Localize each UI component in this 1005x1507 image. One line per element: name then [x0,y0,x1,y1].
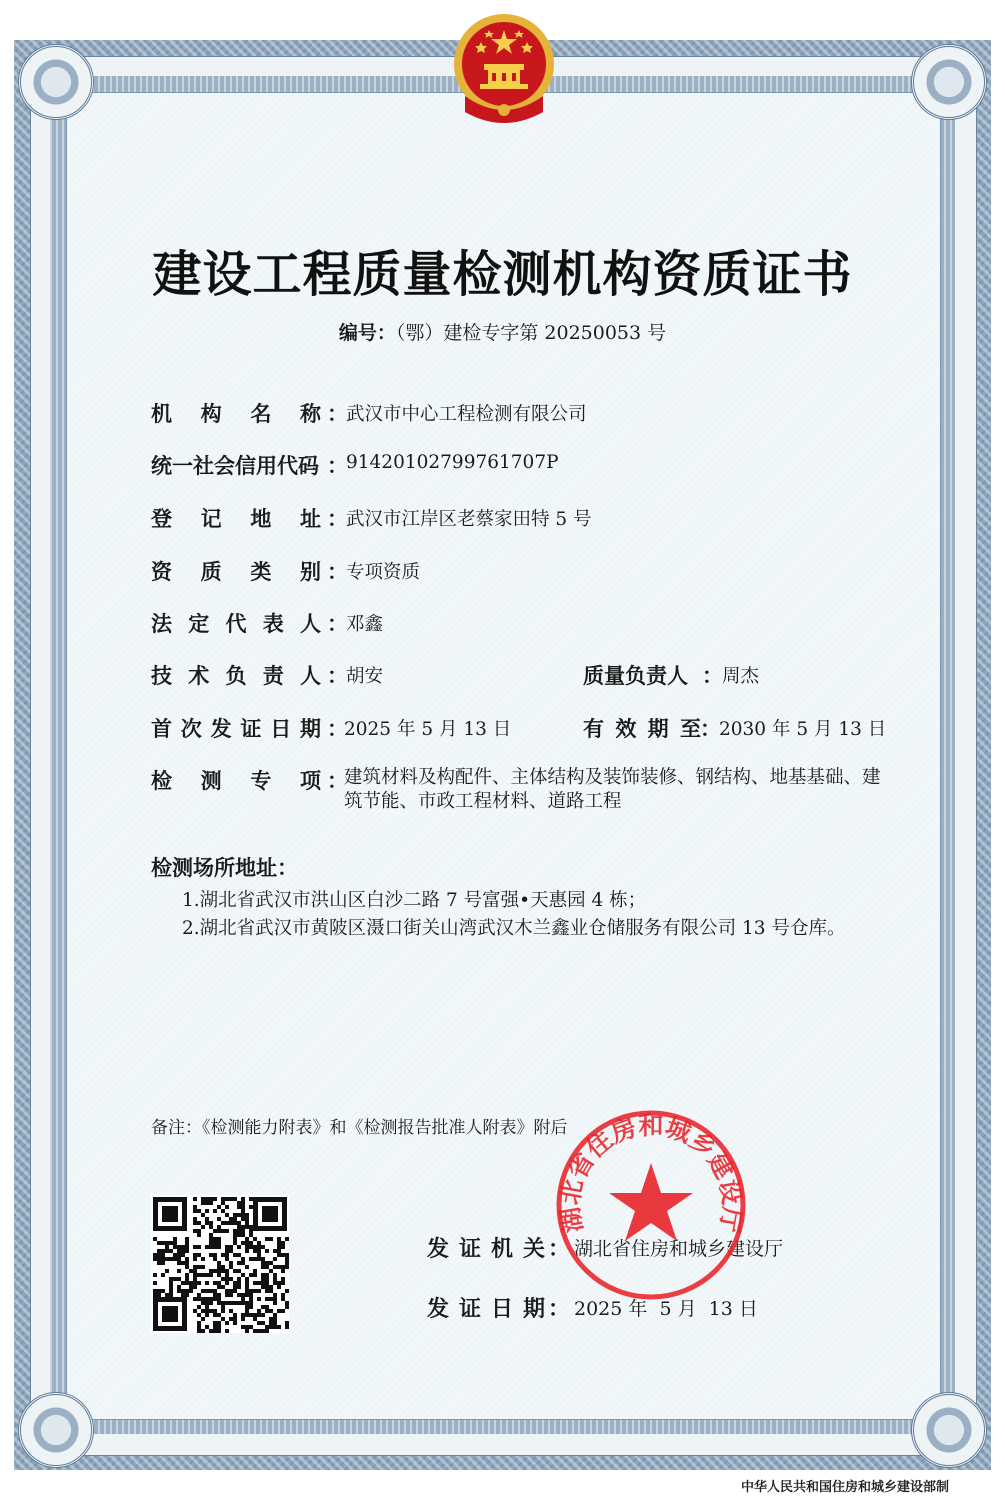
site-item-2: 2.湖北省武汉市黄陂区滠口街关山湾武汉木兰鑫业仓储服务有限公司 13 号仓库。 [182,918,846,939]
first-issue-label: 首 次 发 证 日 期 [151,717,321,741]
quality-lead-value: 周杰 [722,666,760,687]
site-item-1: 1.湖北省武汉市洪山区白沙二路 7 号富强•天惠园 4 栋； [182,890,647,911]
org-name-label: 机 构 名 称 [151,402,321,426]
sites-title: 检测场所地址： [151,856,298,880]
issue-date-value: 2025 年 5 月 13 日 [574,1298,758,1320]
corner-ornament-top-left [18,44,94,120]
footer-text: 中华人民共和国住房和城乡建设部制 [740,1480,949,1495]
qr-code-icon [151,1195,289,1333]
org-name-value: 武汉市中心工程检测有限公司 [346,404,587,425]
address-value: 武汉市江岸区老蔡家田特 5 号 [346,509,592,530]
scope-value: 建筑材料及构配件、主体结构及装饰装修、钢结构、地基基础、建筑节能、市政工程材料、道路工程 [344,767,881,812]
qual-type-label: 资 质 类 别 [151,560,321,584]
qual-type-value: 专项资质 [346,562,421,583]
serial-label: 编号： [338,322,396,344]
scope-label: 检 测 专 项 [151,769,321,793]
credit-code-label: 统一社会信用代码 [151,454,319,478]
serial-value: （鄂）建检专字第 20250053 号 [395,322,667,344]
national-emblem-icon [451,6,557,132]
tech-lead-label: 技 术 负 责 人 [151,664,321,688]
first-issue-value: 2025 年 5 月 13 日 [344,719,512,740]
valid-until-label: 有 效 期 至 [583,717,701,741]
official-seal-icon [551,1105,751,1305]
valid-until-value: 2030 年 5 月 13 日 [719,719,887,740]
certificate-page: 建设工程质量检测机构资质证书 编号：（鄂）建检专字第 20250053 号 机 构 名 称 ： 武汉市中心工程检测有限公司 统一社会信用代码 ： 91420102799761707P 登 记 地 址 ： 武汉市江岸区老蔡家田特 5 号 资 质 类 别 ： 专项资质 法 定 代 表 人 ： 邓鑫 技 术 负 责 人 ： 胡安 质量负责人 ： 周杰 首 次 发 证 日 期 ： 2025 年 5 月 13 日 有 效 期 至 ： 2030 年 5 月 13 日 检 测 专 项 ： 建筑材料及构配件、主体结构及装饰装修、钢结构、地基基础、建筑节能、市政工程材料、道路工程 检测场所地址： 1.湖北省武汉市洪山区白沙二路 7 号富强•天惠园 4 栋； 2.湖北省武汉市黄陂区滠口街关山湾武汉木兰鑫业仓储服务有限公司 13 号仓库。 备注：《检测能力附表》和《检测报告批准人附表》附后 发 证 机 关 ： 湖北省住房和城乡建设厅 发 证 日 期 ： 2025 年 5 月 13 日 湖北省住房和城乡建设厅 中华人民共和国住房和城乡建设部制 [0,0,1005,1507]
tech-lead-value: 胡安 [346,666,384,687]
credit-code-value: 91420102799761707P [346,452,559,473]
authority-value: 湖北省住房和城乡建设厅 [574,1238,784,1260]
legal-rep-label: 法 定 代 表 人 [151,612,321,636]
seal-text: 湖北省住房和城乡建设厅 [555,1111,747,1235]
corner-ornament-bottom-right [911,1392,987,1468]
quality-lead-label: 质量负责人 [583,664,688,688]
legal-rep-value: 邓鑫 [346,614,384,635]
issue-date-label: 发 证 日 期 [427,1297,545,1322]
certificate-serial [0,318,1005,345]
authority-label: 发 证 机 关 [427,1237,545,1262]
corner-ornament-top-right [911,44,987,120]
remark-text: 备注：《检测能力附表》和《检测报告批准人附表》附后 [151,1118,568,1138]
certificate-title: 建设工程质量检测机构资质证书 [152,246,853,303]
corner-ornament-bottom-left [18,1392,94,1468]
address-label: 登 记 地 址 [151,507,321,531]
